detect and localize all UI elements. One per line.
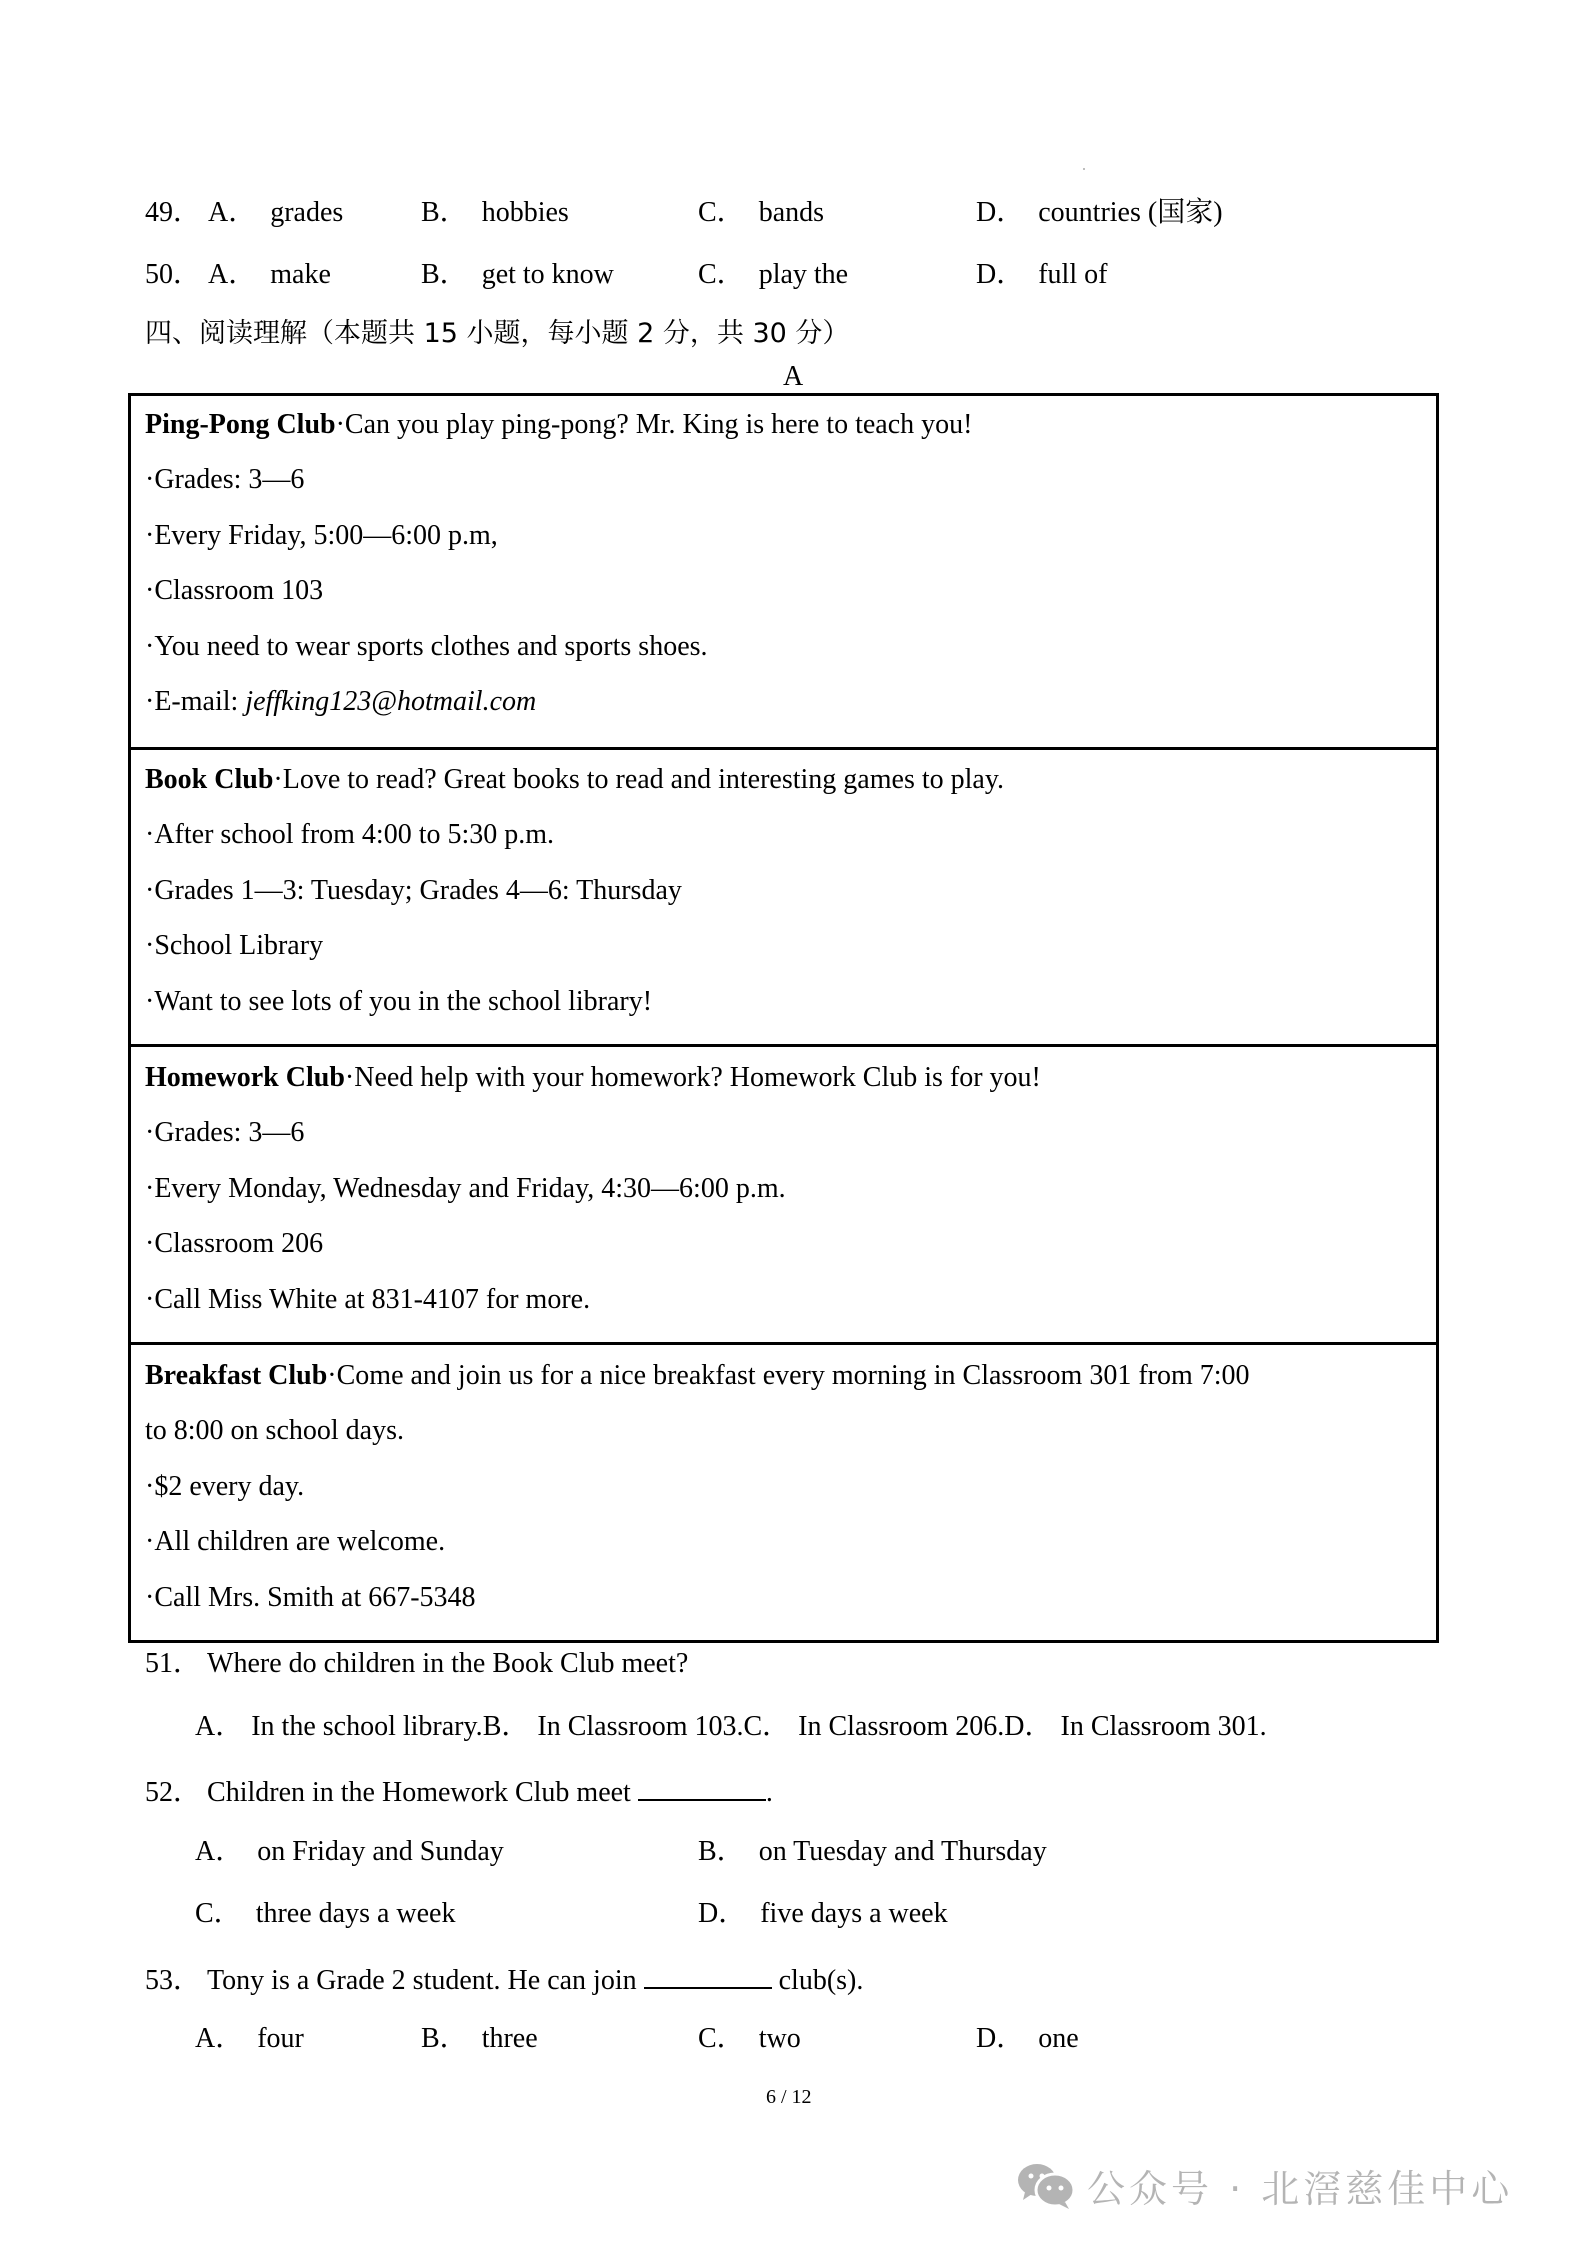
club-intro: ·Can you play ping-pong? Mr. King is here to teach you!: [335, 409, 973, 440]
option-label: D．: [1004, 1711, 1053, 1742]
option-label: C．: [743, 1711, 791, 1742]
option-label: A．: [208, 259, 257, 290]
option-d[interactable]: [976, 261, 1107, 289]
club-detail: ·Classroom 103: [145, 575, 324, 606]
option-text: In Classroom 103.: [537, 1711, 744, 1742]
club-intro-line: [145, 1362, 1250, 1390]
club-detail: ·Call Mrs. Smith at 667-5348: [145, 1582, 476, 1613]
watermark-text: 公众号 · 北滘慈佳中心: [1087, 2166, 1514, 2211]
option-c[interactable]: [195, 1900, 455, 1928]
question-stem: [145, 1650, 688, 1678]
option-b[interactable]: [421, 199, 569, 227]
email-link[interactable]: jeffking123@hotmail.com: [245, 686, 537, 717]
club-name: Book Club: [145, 764, 274, 795]
option-b[interactable]: [698, 1838, 1047, 1866]
club-detail: ·All children are welcome.: [145, 1526, 446, 1557]
club-intro-line: [145, 1064, 1041, 1092]
question-number: 51．: [145, 1648, 202, 1679]
option-label: D．: [976, 197, 1025, 228]
question-number: 53．: [145, 1965, 202, 1996]
option-text: three days a week: [255, 1898, 456, 1929]
option-text: countries (国家): [1038, 197, 1223, 228]
question-text-end: club(s).: [778, 1965, 864, 1996]
club-detail: ·Every Monday, Wednesday and Friday, 4:30—6:00 p.m.: [145, 1173, 786, 1204]
option-c[interactable]: [698, 199, 824, 227]
option-label: A．: [195, 2023, 244, 2054]
option-label: C．: [698, 2023, 745, 2054]
option-text: one: [1038, 2023, 1079, 2054]
answer-blank[interactable]: [638, 1775, 766, 1801]
question-stem: [145, 1775, 773, 1807]
club-detail: ·Want to see lots of you in the school library!: [145, 986, 653, 1017]
question-number: 49．: [145, 197, 202, 228]
option-label: D．: [698, 1898, 747, 1929]
question-number: 50．: [145, 259, 202, 290]
option-label: A．: [208, 197, 257, 228]
question-stem: [145, 1963, 863, 1995]
option-text: five days a week: [760, 1898, 948, 1929]
question-text: Children in the Homework Club meet: [207, 1777, 631, 1808]
option-text: make: [270, 259, 331, 290]
option-text: hobbies: [481, 197, 569, 228]
club-detail: ·School Library: [145, 930, 324, 961]
option-a[interactable]: [195, 1838, 504, 1866]
page-number: 6 / 12: [766, 2086, 812, 2108]
club-intro: ·Need help with your homework? Homework Club is for you!: [344, 1062, 1041, 1093]
club-detail: ·After school from 4:00 to 5:30 p.m.: [145, 819, 555, 850]
option-text: on Friday and Sunday: [257, 1836, 504, 1867]
row-divider: [131, 1044, 1436, 1047]
option-label: C．: [698, 197, 745, 228]
option-label: A．: [195, 1836, 244, 1867]
option-label: C．: [698, 259, 745, 290]
option-text: full of: [1038, 259, 1108, 290]
club-email-line: [145, 688, 536, 716]
wechat-icon: [1015, 2160, 1077, 2210]
option-b[interactable]: [421, 2025, 538, 2053]
option-c[interactable]: [698, 261, 848, 289]
watermark: [1015, 2160, 1513, 2210]
question-text: Where do children in the Book Club meet?: [207, 1648, 689, 1679]
club-name: Homework Club: [145, 1062, 345, 1093]
option-d[interactable]: [976, 2025, 1079, 2053]
club-intro: ·Love to read? Great books to read and interesting games to play.: [273, 764, 1005, 795]
option-a[interactable]: [195, 2025, 304, 2053]
option-text: two: [758, 2023, 801, 2054]
club-detail: ·Call Miss White at 831-4107 for more.: [145, 1284, 591, 1315]
option-label: B．: [421, 259, 468, 290]
option-b[interactable]: [421, 261, 614, 289]
option-text: three: [481, 2023, 538, 2054]
answer-blank[interactable]: [644, 1963, 772, 1989]
option-label: B．: [421, 197, 468, 228]
option-label: D．: [976, 259, 1025, 290]
option-text: play the: [758, 259, 849, 290]
option-text: In Classroom 206.: [798, 1711, 1005, 1742]
option-label: B．: [421, 2023, 468, 2054]
email-label: ·E-mail:: [145, 686, 246, 717]
club-detail: ·$2 every day.: [145, 1471, 305, 1502]
option-label: A．: [195, 1711, 244, 1742]
option-label: D．: [976, 2023, 1025, 2054]
option-d[interactable]: [976, 199, 1223, 227]
option-d[interactable]: [1004, 1711, 1266, 1742]
scan-speck: [1083, 168, 1085, 170]
option-d[interactable]: [698, 1900, 948, 1928]
club-detail: ·Grades: 3—6: [145, 464, 305, 495]
club-name: Breakfast Club: [145, 1360, 328, 1391]
option-label: C．: [195, 1898, 242, 1929]
option-text: grades: [270, 197, 344, 228]
question-text: Tony is a Grade 2 student. He can join: [207, 1965, 637, 1996]
option-label: B．: [482, 1711, 530, 1742]
option-text: get to know: [481, 259, 614, 290]
club-intro: ·Come and join us for a nice breakfast every morning in Classroom 301 from 7:00: [327, 1360, 1250, 1391]
option-label: B．: [698, 1836, 745, 1867]
row-divider: [131, 1342, 1436, 1345]
option-a[interactable]: [208, 199, 343, 227]
row-divider: [131, 747, 1436, 750]
question-number: 52．: [145, 1777, 202, 1808]
club-intro-line: [145, 411, 972, 439]
options-inline: [195, 1713, 1267, 1741]
option-c[interactable]: [698, 2025, 801, 2053]
club-intro-line: [145, 766, 1004, 794]
option-text: In Classroom 301.: [1060, 1711, 1267, 1742]
passage-label: A: [783, 361, 804, 392]
option-c[interactable]: [743, 1711, 1004, 1742]
club-detail: ·Grades 1—3: Tuesday; Grades 4—6: Thursday: [145, 875, 682, 906]
clubs-table: [128, 393, 1439, 1643]
option-a[interactable]: [208, 261, 331, 289]
option-text: In the school library.: [251, 1711, 483, 1742]
option-b[interactable]: [483, 1711, 744, 1742]
option-text: four: [257, 2023, 304, 2054]
option-text: bands: [758, 197, 825, 228]
option-a[interactable]: [195, 1711, 483, 1742]
club-intro-continued: to 8:00 on school days.: [145, 1415, 404, 1446]
club-name: Ping-Pong Club: [145, 409, 336, 440]
question-text-end: .: [765, 1777, 773, 1808]
club-detail: ·Every Friday, 5:00—6:00 p.m,: [145, 520, 498, 551]
club-detail: ·Classroom 206: [145, 1228, 324, 1259]
section-header: 四、阅读理解（本题共 15 小题，每小题 2 分，共 30 分）: [145, 318, 850, 349]
option-text: on Tuesday and Thursday: [758, 1836, 1047, 1867]
club-detail: ·You need to wear sports clothes and sports shoes.: [145, 631, 708, 662]
club-detail: ·Grades: 3—6: [145, 1117, 305, 1148]
